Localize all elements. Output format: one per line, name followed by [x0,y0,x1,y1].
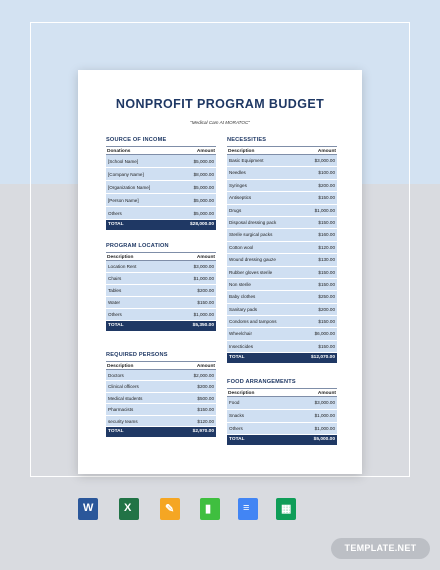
table-body [106,370,216,427]
row-label: [Organization Name] [108,185,151,190]
section-title: FOOD ARRANGEMENTS [227,379,296,385]
row-amount: $1,000.00 [314,425,335,431]
total-amount: $5,350.00 [192,323,214,328]
section-necessities [227,137,337,363]
row-label: [Person Name] [108,198,139,203]
table-row [106,416,216,427]
row-label: Needles [229,170,246,176]
table-row [227,242,337,254]
row-amount: $1,000.00 [193,276,214,281]
row-amount: $5,000.00 [193,211,214,216]
row-label: Sanitary pads [229,306,258,312]
total-label: TOTAL [229,355,245,361]
budget-document [78,70,362,474]
row-label: Syringes [229,182,247,188]
header-amount: Amount [196,364,215,369]
row-label: Rubber gloves sterile [229,269,273,275]
excel-icon[interactable] [119,498,139,520]
table-body [106,155,216,220]
table-row [227,192,337,204]
word-icon[interactable] [78,498,98,520]
table-row [227,316,337,328]
header-description: Description [228,391,255,396]
table-row [106,261,216,273]
total-amount: $28,000.00 [189,222,214,227]
row-amount: $3,000.00 [314,158,335,163]
row-amount: $150.00 [318,343,335,349]
section-title: NECESSITIES [227,137,267,143]
row-amount: $5,000.00 [193,198,214,203]
header-description: Donations [107,149,131,154]
section-program-location [106,243,216,331]
row-amount: $8,000.00 [193,172,214,177]
table-row [227,229,337,241]
table-header [106,252,216,261]
row-amount: $120.00 [197,418,214,424]
pages-icon-glyph: ✎ [165,503,175,515]
table-row [106,393,216,404]
table-row [227,279,337,291]
row-amount: $1,000.00 [314,207,335,213]
row-label: security teams [108,418,138,424]
numbers-icon[interactable] [200,498,220,520]
row-amount: $3,000.00 [193,264,214,269]
total-label: TOTAL [108,428,124,434]
row-label: Wheelchair [229,331,252,337]
row-label: Others [108,211,122,216]
document-subtitle: "Medical Cam At MORATOC" [190,120,250,125]
table-row [227,328,337,340]
table-row [106,194,216,207]
row-label: Drugs [229,207,242,213]
table-row [227,410,337,423]
row-amount: $200.00 [197,288,214,293]
table-header [106,146,216,155]
header-amount: Amount [196,255,215,260]
row-amount: $2,000.00 [193,373,214,378]
google-docs-icon-glyph: ≡ [243,502,250,514]
row-label: Tables [108,288,122,293]
table-body [227,397,337,435]
template-net-badge[interactable]: TEMPLATE.NET [331,538,430,559]
row-label: Clinical officers [108,384,139,390]
row-amount: $150.00 [318,195,335,201]
header-amount: Amount [196,149,215,154]
table-row [106,381,216,392]
word-icon-glyph: W [83,502,94,514]
table-row [227,397,337,410]
row-label: Sterile surgical packs [229,232,273,238]
app-icons-row [78,498,298,522]
row-amount: $6,000.00 [314,331,335,337]
row-label: Pharmacists [108,407,134,413]
row-label: [School Name] [108,159,139,164]
table-row [106,207,216,220]
total-amount: $2,970.00 [192,428,214,434]
row-amount: $120.00 [318,244,335,250]
row-amount: $130.00 [318,257,335,263]
row-amount: $200.00 [197,384,214,390]
google-docs-icon[interactable] [238,498,258,520]
table-row [227,267,337,279]
table-row [227,291,337,303]
table-body [227,155,337,353]
row-amount: $1,000.00 [193,312,214,317]
table-header [106,361,216,370]
row-label: Food [229,400,240,405]
table-row [227,254,337,266]
section-title: SOURCE OF INCOME [106,137,167,143]
table-row [106,273,216,285]
row-label: Chairs [108,276,122,281]
row-amount: $150.00 [197,300,214,305]
table-row [227,155,337,167]
row-label: Others [229,425,243,431]
table-header [227,146,337,155]
total-row [227,353,337,363]
row-amount: $5,000.00 [193,185,214,190]
row-amount: $160.00 [318,232,335,238]
table-row [106,297,216,309]
total-label: TOTAL [108,323,124,328]
row-amount: $100.00 [318,170,335,176]
row-label: Non sterile [229,281,251,287]
total-amount: $12,070.00 [310,355,335,361]
total-row [227,435,337,445]
total-row [106,220,216,230]
row-label: Condoms and tampons [229,319,277,325]
table-row [227,217,337,229]
table-row [227,180,337,192]
row-label: Water [108,300,121,305]
table-header [227,388,337,397]
table-body [106,261,216,321]
excel-icon-glyph: X [124,502,132,514]
table-row [227,341,337,353]
row-amount: $150.00 [318,219,335,225]
total-row [106,321,216,331]
table-row [106,309,216,321]
section-required-persons [106,352,216,437]
row-amount: $3,000.00 [314,400,335,405]
row-amount: $250.00 [318,294,335,300]
header-description: Description [107,364,134,369]
table-row [106,181,216,194]
total-amount: $5,000.00 [313,437,335,443]
section-title: REQUIRED PERSONS [106,352,168,358]
row-label: Location Rent [108,264,137,269]
header-description: Description [228,149,255,154]
row-label: Doctors [108,373,124,378]
row-label: Medical students [108,395,143,401]
row-label: Others [108,312,122,317]
section-food-arrangements [227,379,337,445]
row-label: Cotton wool [229,244,254,250]
table-row [106,404,216,415]
row-amount: $150.00 [318,281,335,287]
document-title: NONPROFIT PROGRAM BUDGET [115,97,325,111]
row-amount: $5,000.00 [193,159,214,164]
row-label: Insecticides [229,343,254,349]
row-label: Snacks [229,412,245,418]
header-amount: Amount [317,391,336,396]
row-label: Wound dressing gauze [229,257,276,263]
google-sheets-icon[interactable] [276,498,296,520]
row-amount: $200.00 [318,182,335,188]
total-row [106,427,216,437]
section-source-of-income [106,137,216,230]
header-amount: Amount [317,149,336,154]
table-row [227,304,337,316]
row-label: Disposal dressing pack [229,219,277,225]
table-row [106,168,216,181]
row-amount: $150.00 [318,269,335,275]
table-row [106,155,216,168]
row-amount: $200.00 [318,306,335,312]
pages-icon[interactable] [160,498,180,520]
row-amount: $1,000.00 [314,412,335,418]
row-label: [Company Name] [108,172,144,177]
row-label: Antiseptics [229,195,252,201]
table-row [106,285,216,297]
table-row [106,370,216,381]
row-label: Baby clothes [229,294,256,300]
table-row [227,205,337,217]
row-amount: $150.00 [197,407,214,413]
header-description: Description [107,255,134,260]
google-sheets-icon-glyph: ▦ [281,503,292,515]
row-amount: $150.00 [318,319,335,325]
row-label: Basic Equipment [229,158,264,163]
numbers-icon-glyph: ▮ [205,503,212,515]
table-row [227,423,337,436]
section-title: PROGRAM LOCATION [106,243,169,249]
row-amount: $500.00 [197,395,214,401]
total-label: TOTAL [108,222,124,227]
total-label: TOTAL [229,437,245,443]
table-row [227,167,337,179]
